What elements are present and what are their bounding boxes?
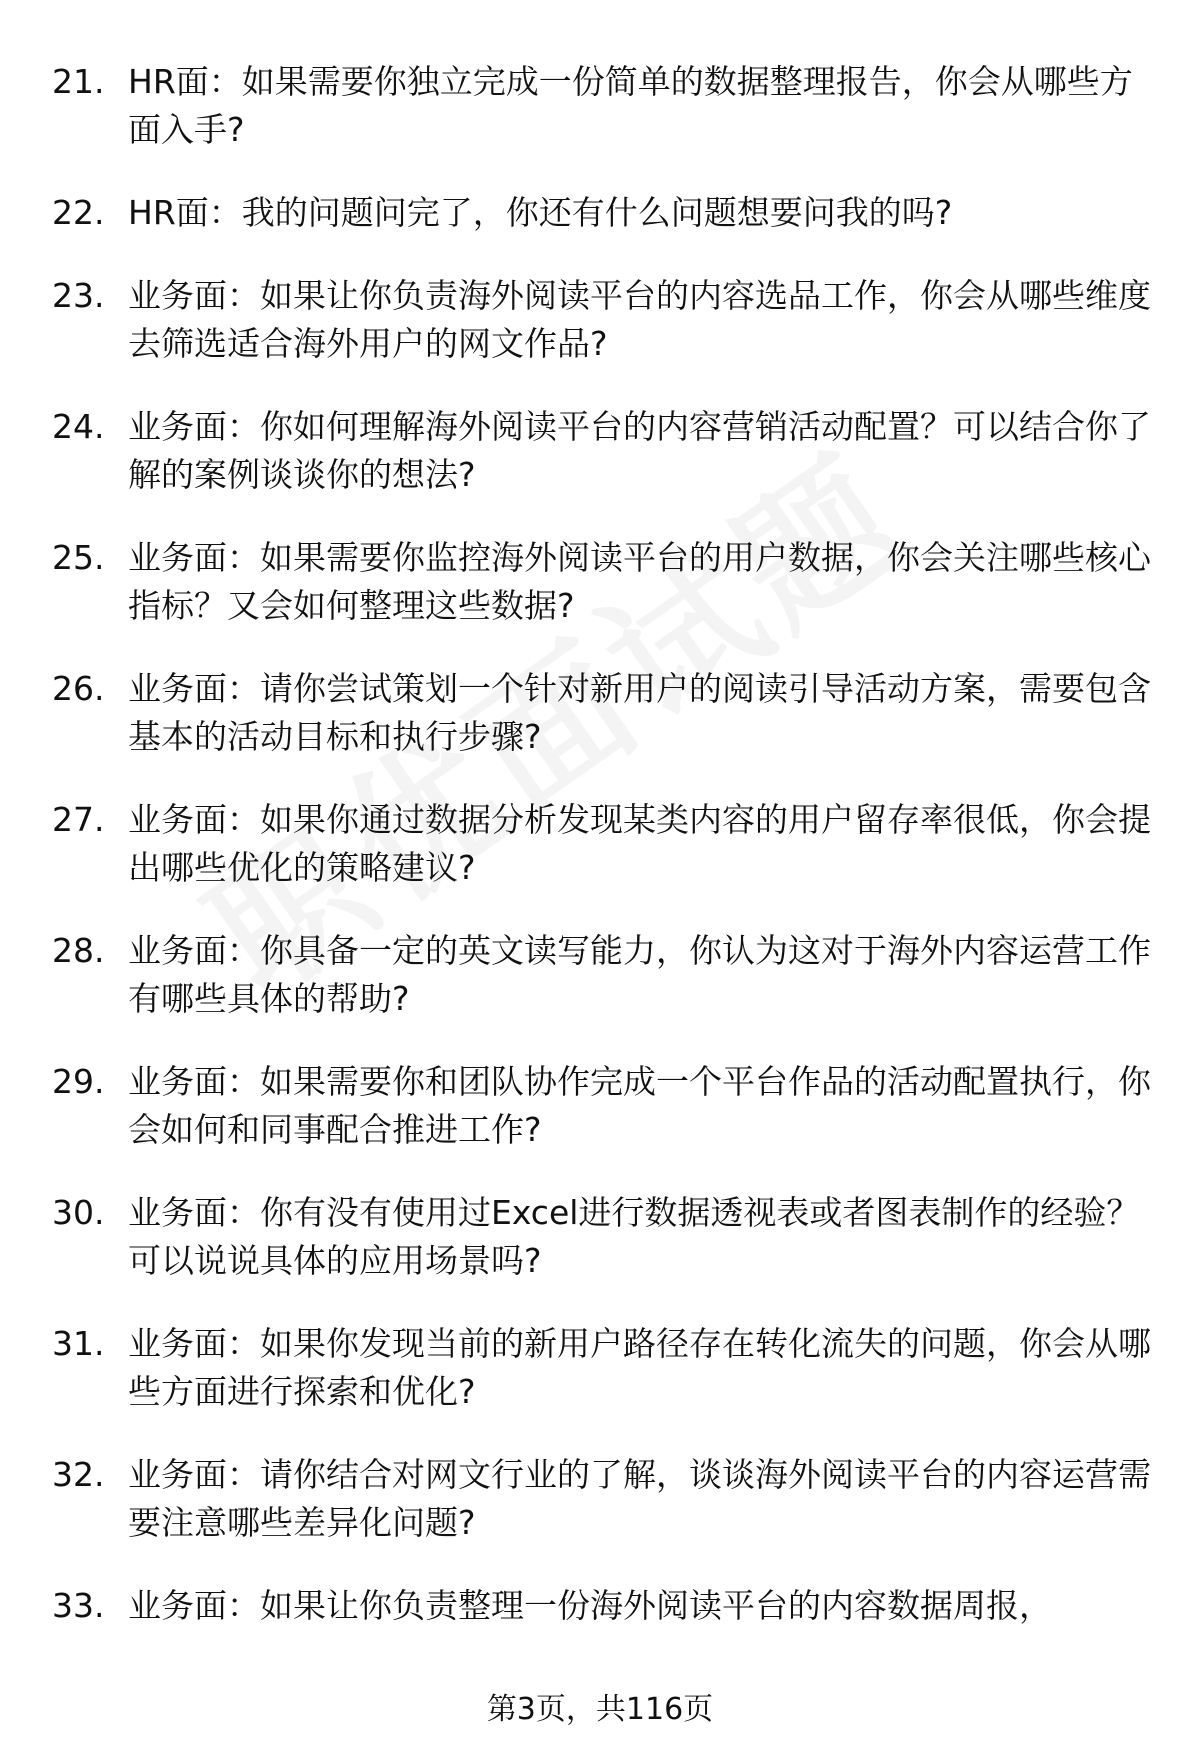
- question-number: 22.: [52, 193, 105, 232]
- question-number: 33.: [52, 1586, 105, 1625]
- question-text: 业务面：如果需要你和团队协作完成一个平台作品的活动配置执行，你会如何和同事配合推进工作?: [128, 1062, 1151, 1149]
- question-text: HR面：如果需要你独立完成一份简单的数据整理报告，你会从哪些方面入手?: [128, 62, 1133, 149]
- question-number: 31.: [52, 1324, 105, 1363]
- question-number: 21.: [52, 62, 105, 101]
- question-text: 业务面：如果你通过数据分析发现某类内容的用户留存率很低，你会提出哪些优化的策略建议?: [128, 800, 1151, 887]
- question-item: [0, 403, 1200, 534]
- question-item: [0, 1320, 1200, 1451]
- question-text: 业务面：如果你发现当前的新用户路径存在转化流失的问题，你会从哪些方面进行探索和优化?: [128, 1324, 1151, 1411]
- question-item: [0, 796, 1200, 927]
- question-number: 32.: [52, 1455, 105, 1494]
- page-indicator: 第3页，共116页: [486, 1692, 714, 1727]
- question-item: [0, 1058, 1200, 1189]
- question-text: HR面：我的问题问完了，你还有什么问题想要问我的吗?: [128, 193, 953, 232]
- question-text: 业务面：你有没有使用过Excel进行数据透视表或者图表制作的经验？可以说说具体的应用场景吗?: [128, 1193, 1140, 1280]
- question-text: 业务面：如果让你负责海外阅读平台的内容选品工作，你会从哪些维度去筛选适合海外用户的网文作品?: [128, 276, 1151, 363]
- question-item: [0, 1189, 1200, 1320]
- question-item: [0, 1582, 1200, 1642]
- question-item: [0, 534, 1200, 665]
- question-item: [0, 58, 1200, 189]
- question-item: [0, 665, 1200, 796]
- question-number: 30.: [52, 1193, 105, 1232]
- question-item: [0, 189, 1200, 272]
- question-text: 业务面：你如何理解海外阅读平台的内容营销活动配置？可以结合你了解的案例谈谈你的想法?: [128, 407, 1151, 494]
- question-number: 23.: [52, 276, 105, 315]
- question-text: 业务面：请你尝试策划一个针对新用户的阅读引导活动方案，需要包含基本的活动目标和执行步骤?: [128, 669, 1151, 756]
- question-item: [0, 1451, 1200, 1582]
- question-text: 业务面：请你结合对网文行业的了解，谈谈海外阅读平台的内容运营需要注意哪些差异化问题?: [128, 1455, 1151, 1542]
- question-text: 业务面：你具备一定的英文读写能力，你认为这对于海外内容运营工作有哪些具体的帮助?: [128, 931, 1151, 1018]
- question-number: 26.: [52, 669, 105, 708]
- question-item: [0, 272, 1200, 403]
- question-number: 27.: [52, 800, 105, 839]
- question-number: 29.: [52, 1062, 105, 1101]
- question-item: [0, 927, 1200, 1058]
- question-number: 25.: [52, 538, 105, 577]
- question-number: 28.: [52, 931, 105, 970]
- question-number: 24.: [52, 407, 105, 446]
- question-text: 业务面：如果需要你监控海外阅读平台的用户数据，你会关注哪些核心指标？又会如何整理这些数据?: [128, 538, 1151, 625]
- question-list: [0, 58, 1200, 1642]
- question-text: 业务面：如果让你负责整理一份海外阅读平台的内容数据周报，: [128, 1586, 1052, 1625]
